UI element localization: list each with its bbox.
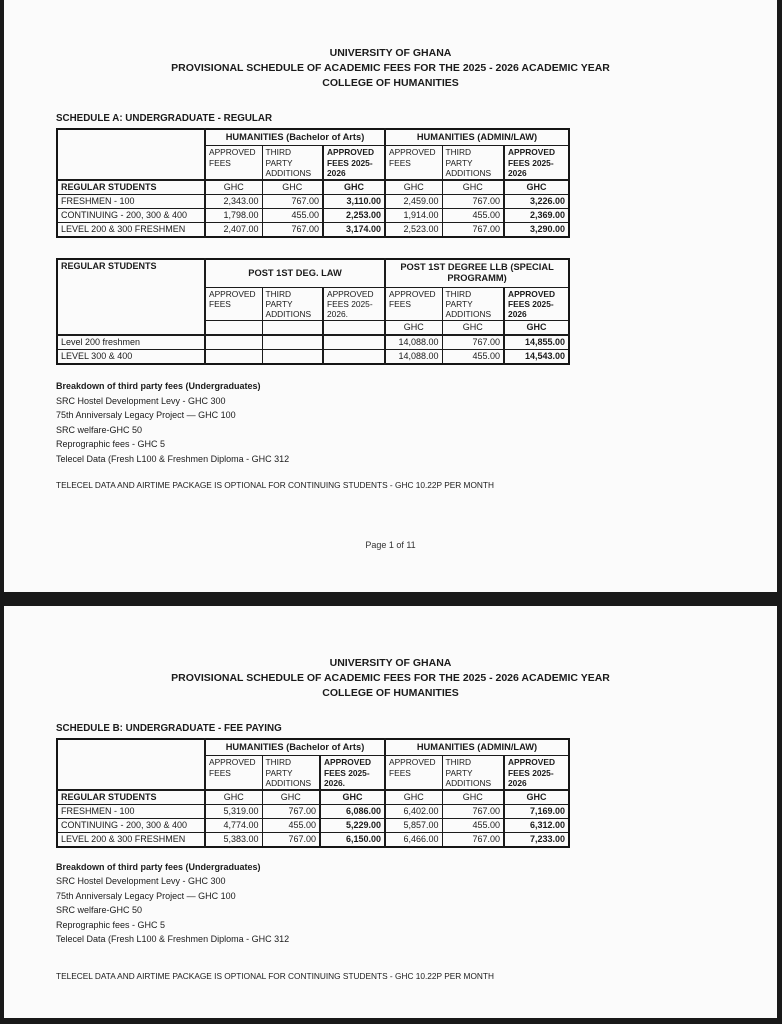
fee-cell: 3,226.00 [504,195,569,209]
currency-cell [323,321,385,335]
fee-cell: 767.00 [442,335,504,349]
fee-cell: 767.00 [442,832,504,846]
fee-cell: 7,233.00 [504,832,569,846]
fee-cell: 14,855.00 [504,335,569,349]
col-header: APPROVED FEES [205,756,262,790]
col-header: APPROVED FEES 2025-2026 [504,146,569,180]
fee-cell: 3,290.00 [504,222,569,236]
corner-cell [57,129,205,180]
currency-cell: GHC [262,180,323,194]
fee-cell: 767.00 [442,195,504,209]
row-label: LEVEL 300 & 400 [57,350,205,364]
row-label: FRESHMEN - 100 [57,195,205,209]
fee-cell [205,335,262,349]
group-header: HUMANITIES (ADMIN/LAW) [385,129,569,146]
fee-cell: 455.00 [442,819,504,833]
currency-cell: GHC [385,180,442,194]
schedule-a-title: SCHEDULE A: UNDERGRADUATE - REGULAR [56,113,273,124]
col-header: APPROVED FEES [385,287,442,321]
fee-cell: 5,319.00 [205,805,262,819]
fee-cell: 3,174.00 [323,222,385,236]
row-label: Level 200 freshmen [57,335,205,349]
breakdown-line: SRC Hostel Development Levy - GHC 300 [56,876,226,887]
breakdown-line: SRC Hostel Development Levy - GHC 300 [56,395,226,406]
breakdown-line: Telecel Data (Fresh L100 & Freshmen Diploma - GHC 312 [56,453,290,464]
currency-cell: GHC [323,180,385,194]
schedule-b-title: SCHEDULE B: UNDERGRADUATE - FEE PAYING [56,723,282,734]
currency-cell [205,321,262,335]
doc-college: COLLEGE OF HUMANITIES [322,687,459,699]
telecel-note: TELECEL DATA AND AIRTIME PACKAGE IS OPTIONAL FOR CONTINUING STUDENTS - GHC 10.22P PER MONTH [56,480,494,491]
currency-cell: GHC [385,321,442,335]
schedule-b-table [56,738,570,848]
col-header: APPROVED FEES [205,146,262,180]
group-header: POST 1ST DEG. LAW [205,259,385,287]
col-header: THIRD PARTY ADDITIONS [262,756,320,790]
currency-cell: GHC [205,180,262,194]
fee-cell: 2,253.00 [323,209,385,223]
row-label: FRESHMEN - 100 [57,805,205,819]
fee-cell: 5,229.00 [320,819,385,833]
table-row [57,195,569,209]
table-row [57,209,569,223]
row-label: REGULAR STUDENTS [57,180,205,194]
fee-cell: 4,774.00 [205,819,262,833]
col-header: APPROVED FEES 2025-2026. [323,287,385,321]
col-header: THIRD PARTY ADDITIONS [442,756,504,790]
fee-cell [323,335,385,349]
col-header: THIRD PARTY ADDITIONS [442,287,504,321]
fee-cell: 767.00 [262,195,323,209]
doc-header [4,0,777,91]
currency-cell: GHC [262,790,320,804]
table-row [57,832,569,846]
third-party-breakdown [56,379,777,466]
table-row [57,222,569,236]
fee-cell [323,350,385,364]
fee-cell: 1,914.00 [385,209,442,223]
page-number: Page 1 of 11 [365,540,416,551]
group-header: HUMANITIES (Bachelor of Arts) [205,129,385,146]
col-header: APPROVED FEES 2025-2026 [504,756,569,790]
doc-header [4,606,777,701]
row-label: CONTINUING - 200, 300 & 400 [57,209,205,223]
currency-cell: GHC [504,180,569,194]
fee-cell: 455.00 [262,209,323,223]
corner-cell: REGULAR STUDENTS [57,259,205,335]
fee-cell: 2,523.00 [385,222,442,236]
fee-cell [262,350,323,364]
fee-cell: 2,343.00 [205,195,262,209]
breakdown-title: Breakdown of third party fees (Undergraduates) [56,381,261,392]
currency-cell: GHC [385,790,442,804]
fee-cell: 5,857.00 [385,819,442,833]
fee-cell: 3,110.00 [323,195,385,209]
fee-cell: 14,088.00 [385,335,442,349]
group-header: POST 1ST DEGREE LLB (SPECIAL PROGRAMM) [385,259,569,287]
doc-title: UNIVERSITY OF GHANA [329,47,452,59]
fee-cell: 14,088.00 [385,350,442,364]
schedule-a-table [56,128,570,238]
currency-cell: GHC [504,321,569,335]
fee-cell: 767.00 [442,222,504,236]
doc-title: UNIVERSITY OF GHANA [329,657,452,669]
table-row [57,335,569,349]
col-header: APPROVED FEES [205,287,262,321]
fee-cell [262,335,323,349]
table-row [57,805,569,819]
breakdown-line: Reprographic fees - GHC 5 [56,919,166,930]
third-party-breakdown [56,860,777,947]
doc-subtitle: PROVISIONAL SCHEDULE OF ACADEMIC FEES FOR THE 2025 - 2026 ACADEMIC YEAR [171,672,610,684]
currency-cell: GHC [442,321,504,335]
fee-cell: 6,312.00 [504,819,569,833]
breakdown-line: SRC welfare-GHC 50 [56,424,143,435]
telecel-note: TELECEL DATA AND AIRTIME PACKAGE IS OPTIONAL FOR CONTINUING STUDENTS - GHC 10.22P PER MONTH [56,970,494,981]
breakdown-title: Breakdown of third party fees (Undergraduates) [56,861,261,872]
fee-cell: 455.00 [442,350,504,364]
col-header: APPROVED FEES 2025-2026 [323,146,385,180]
row-label: REGULAR STUDENTS [57,790,205,804]
fee-cell: 6,086.00 [320,805,385,819]
row-label: LEVEL 200 & 300 FRESHMEN [57,222,205,236]
fee-cell: 767.00 [262,832,320,846]
fee-cell: 7,169.00 [504,805,569,819]
fee-cell: 6,402.00 [385,805,442,819]
page-1 [4,0,777,592]
currency-cell: GHC [320,790,385,804]
fee-cell: 455.00 [262,819,320,833]
currency-cell: GHC [205,790,262,804]
row-label: LEVEL 200 & 300 FRESHMEN [57,832,205,846]
doc-subtitle: PROVISIONAL SCHEDULE OF ACADEMIC FEES FOR THE 2025 - 2026 ACADEMIC YEAR [171,62,610,74]
col-header: THIRD PARTY ADDITIONS [442,146,504,180]
fee-cell: 767.00 [262,805,320,819]
currency-cell: GHC [504,790,569,804]
breakdown-line: 75th Anniversaly Legacy Project — GHC 100 [56,410,236,421]
table-row [57,819,569,833]
fee-cell: 455.00 [442,209,504,223]
col-header: THIRD PARTY ADDITIONS [262,146,323,180]
fee-cell: 767.00 [442,805,504,819]
col-header: APPROVED FEES [385,756,442,790]
fee-cell: 14,543.00 [504,350,569,364]
breakdown-line: Telecel Data (Fresh L100 & Freshmen Diploma - GHC 312 [56,934,290,945]
col-header: APPROVED FEES [385,146,442,180]
breakdown-line: 75th Anniversaly Legacy Project — GHC 100 [56,890,236,901]
page-separator [0,592,782,606]
fee-cell: 6,466.00 [385,832,442,846]
fee-cell: 2,459.00 [385,195,442,209]
post-first-degree-table [56,258,570,365]
fee-cell: 2,369.00 [504,209,569,223]
col-header: APPROVED FEES 2025-2026 [504,287,569,321]
fee-cell [205,350,262,364]
corner-cell [57,739,205,790]
col-header: THIRD PARTY ADDITIONS [262,287,323,321]
group-header: HUMANITIES (Bachelor of Arts) [205,739,385,756]
group-header: HUMANITIES (ADMIN/LAW) [385,739,569,756]
currency-cell: GHC [442,790,504,804]
fee-cell: 5,383.00 [205,832,262,846]
doc-college: COLLEGE OF HUMANITIES [322,77,459,89]
page-2 [4,606,777,1018]
breakdown-line: SRC welfare-GHC 50 [56,905,143,916]
col-header: APPROVED FEES 2025-2026. [320,756,385,790]
fee-cell: 6,150.00 [320,832,385,846]
fee-cell: 1,798.00 [205,209,262,223]
breakdown-line: Reprographic fees - GHC 5 [56,439,166,450]
table-row [57,350,569,364]
currency-cell: GHC [442,180,504,194]
fee-cell: 2,407.00 [205,222,262,236]
row-label: CONTINUING - 200, 300 & 400 [57,819,205,833]
fee-cell: 767.00 [262,222,323,236]
currency-cell [262,321,323,335]
